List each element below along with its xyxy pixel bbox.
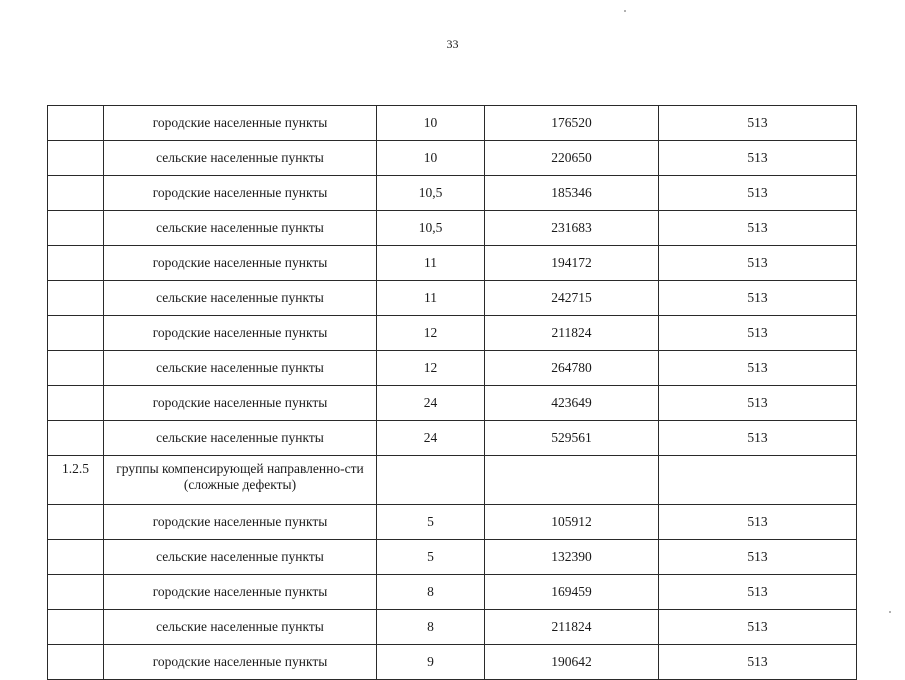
row-value-3: 513: [659, 106, 857, 141]
row-code: [48, 421, 104, 456]
table-row: [48, 505, 857, 540]
row-code: [48, 351, 104, 386]
table-row: [48, 351, 857, 386]
row-value-2: 242715: [485, 281, 659, 316]
table-row: [48, 106, 857, 141]
row-value-3: 513: [659, 211, 857, 246]
table-row: [48, 281, 857, 316]
row-code: [48, 211, 104, 246]
row-code: [48, 141, 104, 176]
table-row: [48, 645, 857, 680]
row-value-3: 513: [659, 540, 857, 575]
row-value-2: [485, 456, 659, 505]
row-value-1: 10,5: [377, 176, 485, 211]
row-value-3: 513: [659, 176, 857, 211]
row-value-2: 176520: [485, 106, 659, 141]
page-number: 33: [446, 37, 459, 51]
row-name: городские населенные пункты: [104, 316, 377, 351]
table-row: [48, 386, 857, 421]
row-value-3: 513: [659, 610, 857, 645]
table-row: [48, 421, 857, 456]
row-code: [48, 610, 104, 645]
row-value-2: 211824: [485, 610, 659, 645]
row-value-1: 11: [377, 281, 485, 316]
row-name: сельские населенные пункты: [104, 351, 377, 386]
row-code: [48, 316, 104, 351]
row-value-1: 9: [377, 645, 485, 680]
row-value-2: 194172: [485, 246, 659, 281]
row-value-1: 12: [377, 351, 485, 386]
row-value-2: 264780: [485, 351, 659, 386]
row-value-1: 24: [377, 386, 485, 421]
row-value-1: 8: [377, 610, 485, 645]
row-value-1: 10,5: [377, 211, 485, 246]
row-code: [48, 645, 104, 680]
row-code: [48, 386, 104, 421]
row-value-3: 513: [659, 316, 857, 351]
row-value-3: 513: [659, 141, 857, 176]
scan-speck: [624, 10, 626, 12]
row-value-2: 231683: [485, 211, 659, 246]
row-code: [48, 505, 104, 540]
table-row: [48, 540, 857, 575]
row-value-2: 423649: [485, 386, 659, 421]
row-name: городские населенные пункты: [104, 106, 377, 141]
row-value-3: 513: [659, 351, 857, 386]
row-value-1: 10: [377, 106, 485, 141]
row-code: [48, 176, 104, 211]
table-row-section-header: [48, 456, 857, 505]
row-value-3: 513: [659, 575, 857, 610]
row-name: сельские населенные пункты: [104, 421, 377, 456]
row-value-3: [659, 456, 857, 505]
row-name: городские населенные пункты: [104, 575, 377, 610]
row-name: сельские населенные пункты: [104, 141, 377, 176]
table-row: [48, 246, 857, 281]
row-value-1: 10: [377, 141, 485, 176]
row-value-1: 24: [377, 421, 485, 456]
row-name: сельские населенные пункты: [104, 211, 377, 246]
row-name: городские населенные пункты: [104, 505, 377, 540]
row-value-1: 12: [377, 316, 485, 351]
row-name: сельские населенные пункты: [104, 281, 377, 316]
row-value-1: 5: [377, 540, 485, 575]
row-value-2: 529561: [485, 421, 659, 456]
row-code: [48, 281, 104, 316]
row-name: городские населенные пункты: [104, 176, 377, 211]
row-value-1: 8: [377, 575, 485, 610]
table-row: [48, 575, 857, 610]
row-name: городские населенные пункты: [104, 645, 377, 680]
row-name: сельские населенные пункты: [104, 540, 377, 575]
tariff-table: [47, 105, 857, 680]
row-code: [48, 575, 104, 610]
row-value-2: 220650: [485, 141, 659, 176]
table-row: [48, 211, 857, 246]
row-name: группы компенсирующей направленно-сти (сложные дефекты): [104, 456, 377, 505]
table-row: [48, 141, 857, 176]
row-name: сельские населенные пункты: [104, 610, 377, 645]
row-value-1: 11: [377, 246, 485, 281]
scan-speck: [889, 611, 891, 613]
row-value-3: 513: [659, 645, 857, 680]
row-value-2: 211824: [485, 316, 659, 351]
row-code: [48, 540, 104, 575]
row-code: 1.2.5: [48, 456, 104, 505]
row-value-3: 513: [659, 505, 857, 540]
table-row: [48, 610, 857, 645]
row-value-3: 513: [659, 386, 857, 421]
row-value-3: 513: [659, 421, 857, 456]
row-value-1: [377, 456, 485, 505]
row-value-2: 132390: [485, 540, 659, 575]
table-row: [48, 316, 857, 351]
table-row: [48, 176, 857, 211]
row-value-3: 513: [659, 246, 857, 281]
row-code: [48, 246, 104, 281]
row-value-3: 513: [659, 281, 857, 316]
row-name: городские населенные пункты: [104, 246, 377, 281]
row-value-2: 105912: [485, 505, 659, 540]
row-value-2: 169459: [485, 575, 659, 610]
row-value-2: 185346: [485, 176, 659, 211]
row-value-2: 190642: [485, 645, 659, 680]
row-code: [48, 106, 104, 141]
row-name: городские населенные пункты: [104, 386, 377, 421]
row-value-1: 5: [377, 505, 485, 540]
